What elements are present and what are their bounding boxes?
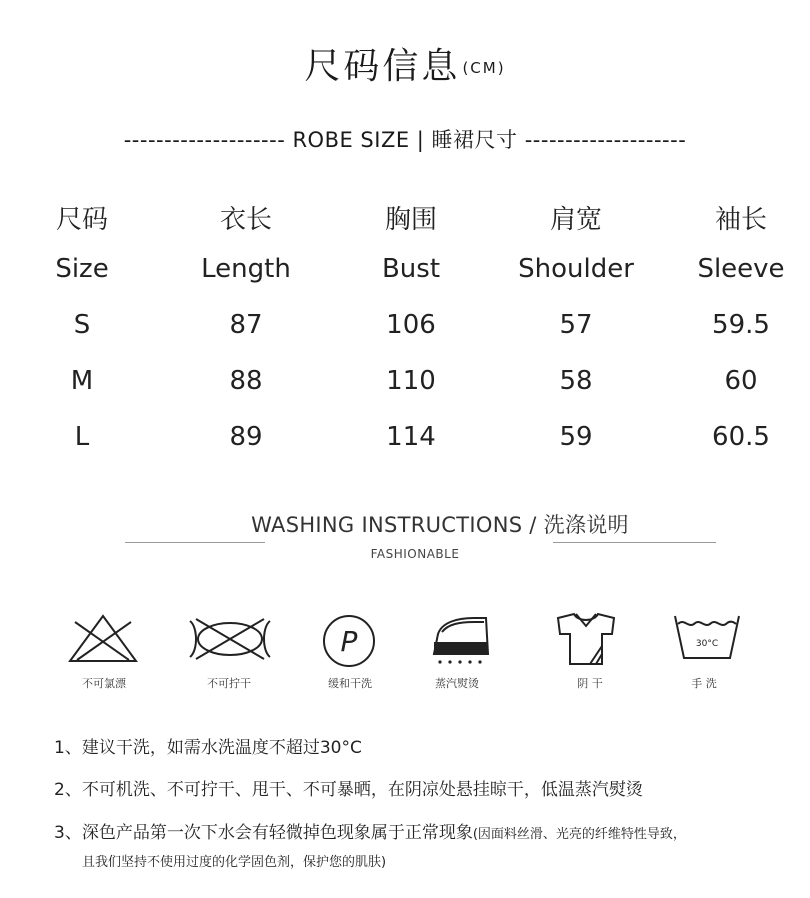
table-cell: 88	[229, 366, 263, 396]
header-cn-length: 衣长	[219, 205, 272, 235]
no-bleach-icon	[65, 610, 141, 666]
professional-clean-p-icon	[321, 613, 377, 669]
table-cell: 60.5	[712, 422, 770, 452]
header-en-sleeve: Sleeve	[697, 254, 785, 284]
table-cell: 58	[559, 366, 593, 396]
table-cell: 60	[724, 366, 758, 396]
no-wring-icon	[186, 615, 274, 663]
shade-dry-label: 阴 干	[577, 677, 603, 690]
gentle-dry-clean-label: 缓和干洗	[328, 677, 372, 690]
header-cn-shoulder: 肩宽	[549, 205, 602, 235]
table-cell: 59.5	[712, 310, 770, 340]
note-3-continued: 且我们坚持不使用过度的化学固色剂，保护您的肌肤)	[82, 855, 387, 870]
header-en-size: Size	[55, 254, 109, 284]
page-title	[0, 38, 810, 89]
hand-wash-label: 手 洗	[691, 677, 717, 690]
table-cell: M	[70, 366, 94, 396]
shade-dry-icon	[556, 612, 616, 666]
note-1: 1、建议干洗，如需水洗温度不超过30°C	[54, 738, 362, 758]
header-cn-size: 尺码	[55, 205, 108, 235]
steam-iron-icon	[428, 610, 496, 668]
table-cell: 89	[229, 422, 263, 452]
header-en-bust: Bust	[381, 254, 441, 284]
table-cell: 106	[386, 310, 436, 340]
table-cell: S	[73, 310, 91, 340]
header-cn-sleeve: 袖长	[714, 205, 767, 235]
hand-wash-icon	[672, 612, 742, 662]
note-3	[54, 818, 686, 843]
divider	[125, 542, 265, 543]
divider	[553, 542, 716, 543]
table-cell: L	[74, 422, 90, 452]
table-cell: 110	[386, 366, 436, 396]
washing-subtitle: FASHIONABLE	[370, 547, 460, 561]
washing-title: WASHING INSTRUCTIONS / 洗涤说明	[251, 513, 629, 537]
robe-size-heading: -------------------- ROBE SIZE | 睡裙尺寸 --------------------	[123, 128, 687, 152]
header-en-shoulder: Shoulder	[518, 254, 634, 284]
table-cell: 57	[559, 310, 593, 340]
note-3-paren: (因面料丝滑、光亮的纤维特性导致，	[472, 827, 686, 842]
title-main: 尺码信息	[304, 46, 461, 87]
svg-text:P: P	[340, 625, 358, 658]
table-cell: 59	[559, 422, 593, 452]
no-bleach-label: 不可氯漂	[82, 677, 126, 690]
table-cell: 87	[229, 310, 263, 340]
note-3-main: 3、深色产品第一次下水会有轻微掉色现象属于正常现象	[54, 823, 473, 843]
hand-wash-temp: 30°C	[695, 639, 719, 649]
header-cn-bust: 胸围	[384, 205, 437, 235]
title-unit: (CM)	[462, 59, 506, 77]
no-wring-label: 不可拧干	[207, 677, 251, 690]
table-cell: 114	[386, 422, 436, 452]
steam-iron-label: 蒸汽熨烫	[435, 677, 479, 690]
header-en-length: Length	[201, 254, 291, 284]
note-2: 2、不可机洗、不可拧干、甩干、不可暴晒，在阴凉处悬挂晾干，低温蒸汽熨烫	[54, 780, 643, 800]
